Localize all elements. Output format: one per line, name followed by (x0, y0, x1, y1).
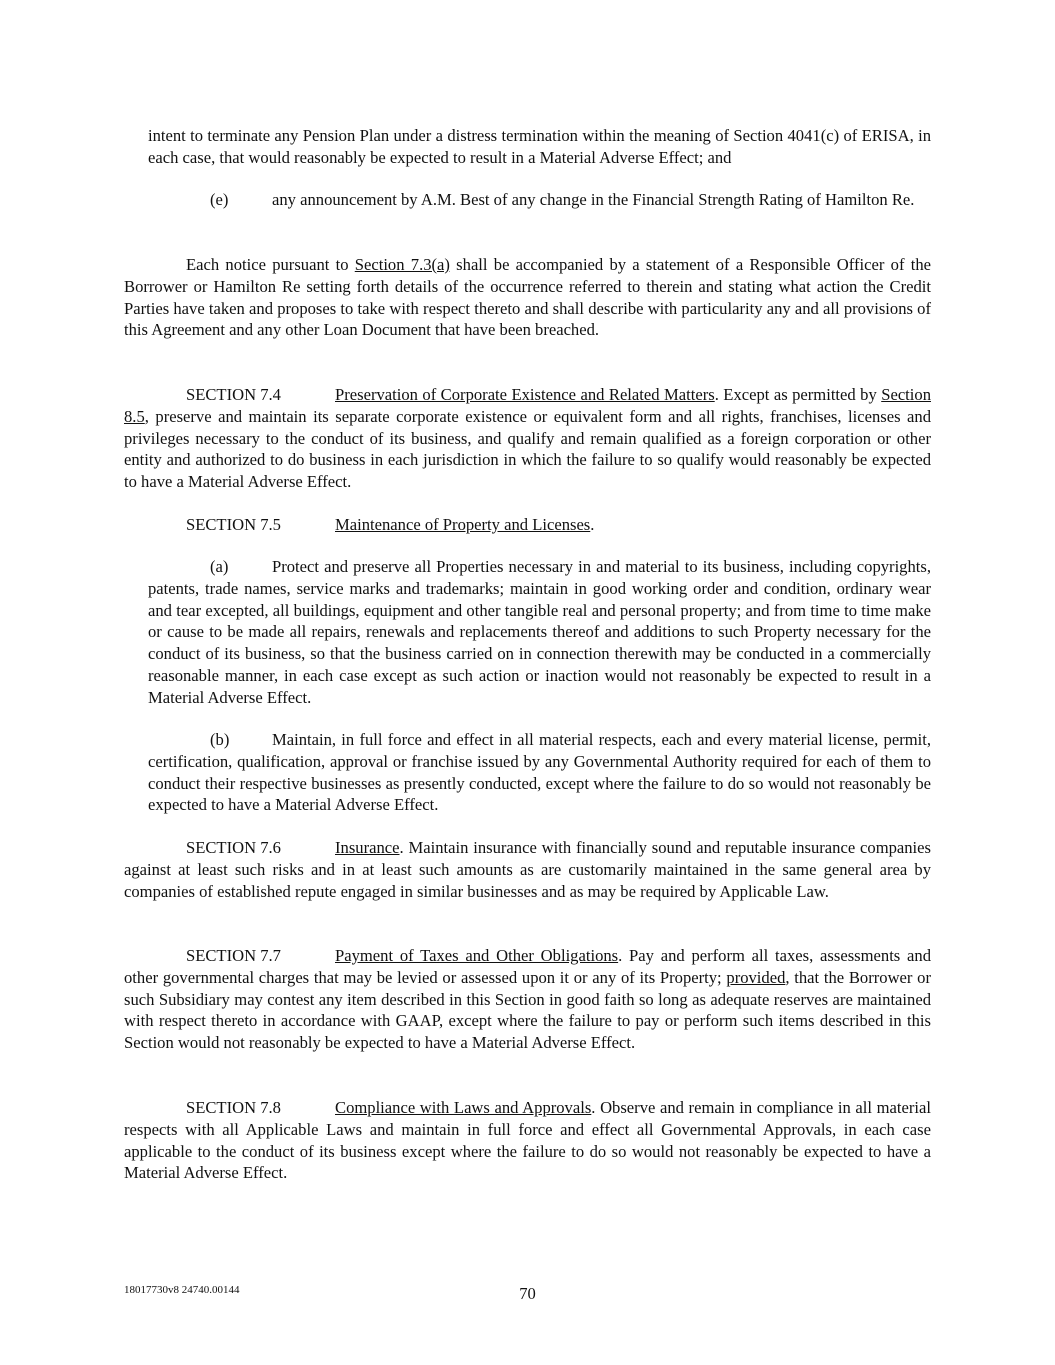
paragraph-text: . Observe and remain in compliance in all material respects with all Applicable Laws and maintain in full force and effect all Governmental Approvals, in each case applicable to the conduct of its business except where the failure to do so would not reasonably be expected to have a Material Adverse Effect. (124, 1098, 931, 1183)
paragraph-notice (124, 254, 931, 341)
clause-7-5-b (148, 729, 931, 816)
section-number: SECTION 7.5 (186, 515, 281, 534)
section-title: Insurance (335, 838, 400, 857)
section-number: SECTION 7.7 (186, 946, 281, 965)
paragraph-text: . Pay and perform all taxes, assessments and other governmental charges that may be levied or assessed upon it or any of its Property; (124, 946, 931, 987)
section-title: Payment of Taxes and Other Obligations (335, 946, 619, 965)
section-7-5 (124, 514, 931, 536)
paragraph-text: . Except as permitted by (714, 385, 882, 404)
paragraph-text: . (590, 515, 595, 534)
section-7-7 (124, 945, 931, 1054)
provided-term: provided (726, 967, 786, 987)
section-number: SECTION 7.4 (186, 385, 281, 404)
clause-label: (e) (210, 190, 229, 209)
section-7-8 (124, 1097, 931, 1184)
section-title: Compliance with Laws and Approvals (335, 1098, 592, 1117)
paragraph-text: Each notice pursuant to (186, 255, 355, 274)
paragraph-text: shall be accompanied by a statement of a Responsible Officer of the Borrower or Hamilton Re setting forth details of the occurrence referred to therein and stating what action the Credit Parties have taken and proposes to take with respect thereto and shall describe with particularity any and all provisions of this Agreement and any other Loan Document that have been breached. (124, 255, 931, 340)
section-title: Maintenance of Property and Licenses (335, 515, 591, 534)
paragraph-text: any announcement by A.M. Best of any change in the Financial Strength Rating of Hamilton Re. (272, 190, 915, 209)
paragraph-text: intent to terminate any Pension Plan under a distress termination within the meaning of Section 4041(c) of ERISA, in each case, that would reasonably be expected to result in a Material Adverse Effect; and (148, 126, 931, 167)
section-reference-link[interactable]: Section 7.3(a) (354, 255, 450, 274)
paragraph-text: , that the Borrower or such Subsidiary may contest any item described in this Section in good faith so long as adequate reserves are maintained with respect thereto in accordance with GAAP, except where the failure to pay or perform such items described in this Section would not reasonably be expected to have a Material Adverse Effect. (124, 967, 931, 1053)
paragraph-text: Protect and preserve all Properties necessary in and material to its business, including copyrights, patents, trade names, service marks and trademarks; maintain in good working order and condition, ordinary wear and tear excepted, all buildings, equipment and other tangible real and personal property; and from time to time make or cause to be made all repairs, renewals and replacements thereof and additions to such Property necessary for the conduct of its business, so that the business carried on in connection therewith may be conducted in a commercially reasonable manner, in each case except as such action or inaction would not reasonably be expected to result in a Material Adverse Effect. (148, 557, 931, 707)
paragraph-text: . Maintain insurance with financially sound and reputable insurance companies against at least such risks and in at least such amounts as are customarily maintained in the same general area by companies of established repute engaged in similar businesses and as may be required by Applicable Law. (124, 838, 931, 901)
section-title: Preservation of Corporate Existence and Related Matters (335, 385, 715, 404)
clause-label: (b) (210, 730, 230, 749)
paragraph-text: , preserve and maintain its separate corporate existence or equivalent form and all rights, franchises, licenses and privileges necessary to the conduct of its business, and qualify and remain qualified as a foreign corporation or other entity and authorized to do business in each jurisdiction in which the failure to so qualify would reasonably be expected to have a Material Adverse Effect. (124, 406, 931, 492)
section-reference-link[interactable]: Section 8.5 (124, 385, 931, 426)
section-7-6 (124, 837, 931, 902)
clause-label: (a) (210, 557, 229, 576)
section-number: SECTION 7.6 (186, 838, 281, 857)
page-number: 70 (519, 1284, 536, 1303)
clause-7-5-a (148, 556, 931, 709)
document-id: 18017730v8 24740.00144 (124, 1284, 240, 1296)
paragraph-text: Maintain, in full force and effect in all material respects, each and every material license, permit, certification, qualification, approval or franchise issued by any Governmental Authority required for each of them to conduct their respective businesses as presently conducted, except where the failure to do so would not reasonably be expected to have a Material Adverse Effect. (148, 730, 931, 815)
paragraph-e (148, 189, 931, 211)
section-number: SECTION 7.8 (186, 1098, 281, 1117)
paragraph-erisa-continuation (148, 125, 931, 169)
section-7-4 (124, 384, 931, 493)
